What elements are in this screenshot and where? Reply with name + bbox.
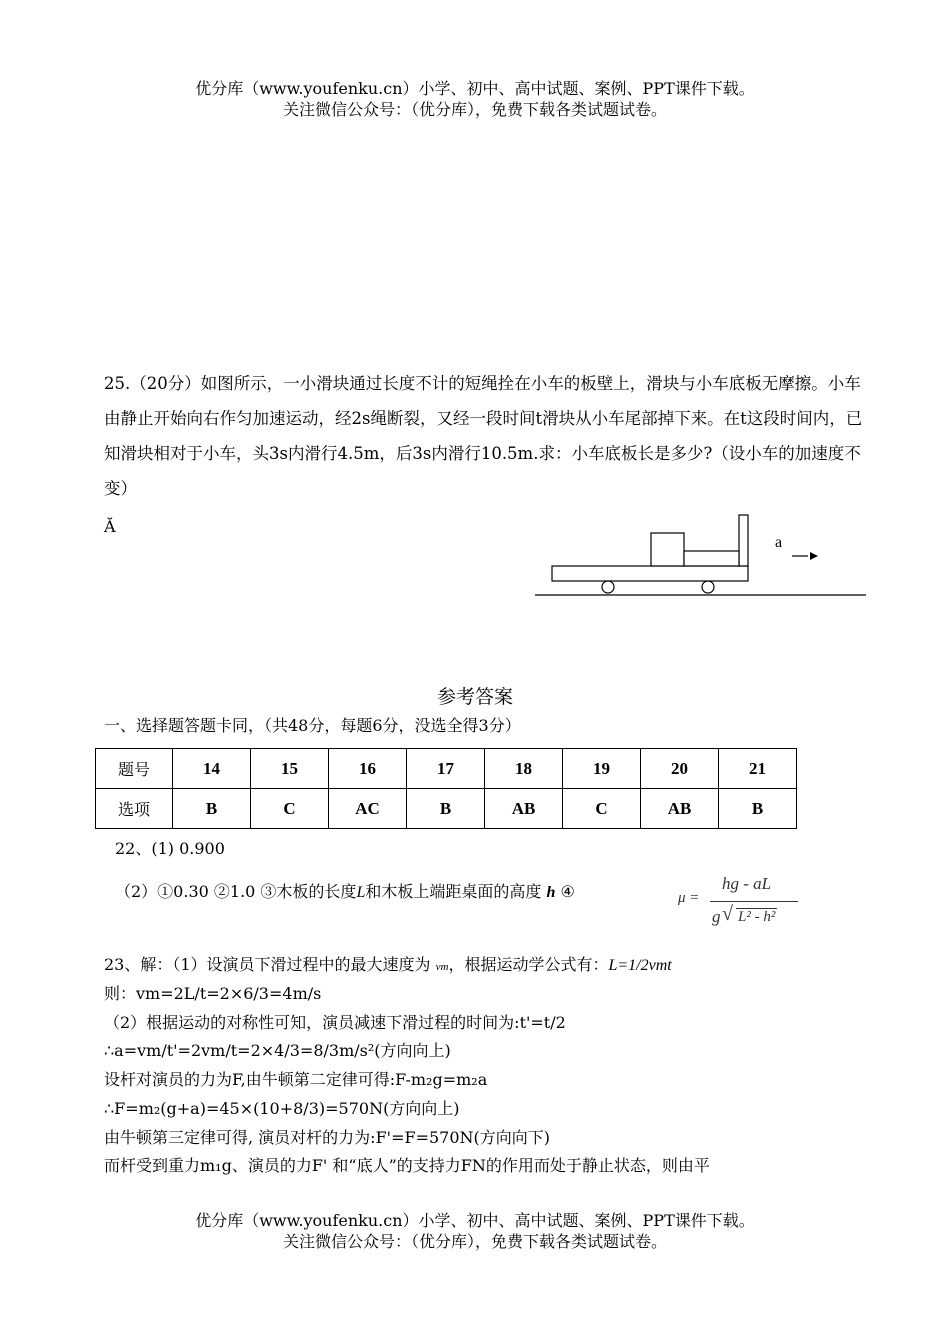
table-cell: 19 <box>563 749 641 789</box>
table-cell: AC <box>329 789 407 829</box>
sqrt-icon: √ <box>722 903 733 925</box>
answer-table <box>95 748 797 829</box>
table-cell: B <box>719 789 797 829</box>
footer-line-1: 优分库（www.youfenku.cn）小学、初中、高中试题、案例、PPT课件下载。 <box>195 1211 755 1230</box>
q23-line-4: ∴a=vm/t'=2vm/t=2×4/3=8/3m/s²(方向向上) <box>104 1041 451 1060</box>
q22-line-1: 22、(1) 0.900 <box>115 839 225 858</box>
table-cell: 14 <box>173 749 251 789</box>
friction-formula <box>678 874 808 934</box>
answers-title: 参考答案 <box>436 686 513 708</box>
cart-wall <box>739 515 748 566</box>
table-cell: AB <box>485 789 563 829</box>
formula-denominator-g: g <box>712 907 721 926</box>
table-cell: B <box>407 789 485 829</box>
wheel-left <box>602 581 614 593</box>
table-cell: 21 <box>719 749 797 789</box>
q23-line-2: 则：vm=2L/t=2×6/3=4m/s <box>104 984 322 1003</box>
header-line-2: 关注微信公众号：（优分库），免费下载各类试题试卷。 <box>282 100 667 119</box>
table-cell: C <box>563 789 641 829</box>
q23-line-7: 由牛顿第三定律可得, 演员对杆的力为:F'=F=570N(方向向下) <box>104 1128 551 1147</box>
table-cell: 15 <box>251 749 329 789</box>
footer-line-2: 关注微信公众号：（优分库），免费下载各类试题试卷。 <box>282 1232 667 1251</box>
wheel-right <box>702 581 714 593</box>
q23-line-8: 而杆受到重力m₁g、演员的力F' 和“底人”的支持力FN的作用而处于静止状态，则由平 <box>104 1156 710 1175</box>
q23-line-6: ∴F=m₂(g+a)=45×(10+8/3)=570N(方向向上) <box>104 1099 460 1118</box>
rope <box>684 551 739 566</box>
cart-base <box>552 566 748 581</box>
table-cell: C <box>251 789 329 829</box>
arrow-head <box>810 552 818 560</box>
table-cell: 18 <box>485 749 563 789</box>
row-label-option: 选项 <box>96 789 173 829</box>
q23-line-1: 23、解：（1）设演员下滑过程中的最大速度为 vm，根据运动学公式有：L=1/2vmt <box>104 955 672 974</box>
q23-line-5: 设杆对演员的力为F,由牛顿第二定律可得:F-m₂g=m₂a <box>104 1070 488 1089</box>
cart-diagram <box>530 508 870 603</box>
formula-denominator-root: L² - h² <box>738 909 776 925</box>
question-25-text: 25.（20分）如图所示，一小滑块通过长度不计的短绳拴在小车的板壁上，滑块与小车底板无摩擦。小车由静止开始向右作匀加速运动，经2s绳断裂，又经一段时间t滑块从小车尾部掉下来。在t这段时间内，已知滑块相对于小车，头3s内滑行4.5m，后3s内滑行10.5m.求：小车底板长是多少?（设小车的加速度不变） <box>104 374 863 498</box>
row-label-number: 题号 <box>96 749 173 789</box>
table-cell: B <box>173 789 251 829</box>
mu-symbol: μ = <box>678 890 700 906</box>
table-row <box>96 789 797 829</box>
answers-section-1: 一、选择题答题卡同，（共48分，每题6分，没选全得3分） <box>104 716 521 735</box>
formula-numerator: hg - aL <box>722 874 772 893</box>
slider-block <box>651 533 684 566</box>
acceleration-label: a <box>775 534 783 551</box>
table-cell: 16 <box>329 749 407 789</box>
fraction-bar <box>710 901 798 902</box>
q22-line-2: （2）①0.30 ②1.0 ③木板的长度L和木板上端距桌面的高度 h ④ <box>115 882 575 901</box>
question-25-marker: Ă <box>104 517 116 536</box>
q23-line-3: （2）根据运动的对称性可知，演员减速下滑过程的时间为:t'=t/2 <box>104 1013 566 1032</box>
header-line-1: 优分库（www.youfenku.cn）小学、初中、高中试题、案例、PPT课件下载。 <box>195 79 755 98</box>
table-cell: 20 <box>641 749 719 789</box>
table-cell: AB <box>641 789 719 829</box>
table-cell: 17 <box>407 749 485 789</box>
table-row <box>96 749 797 789</box>
